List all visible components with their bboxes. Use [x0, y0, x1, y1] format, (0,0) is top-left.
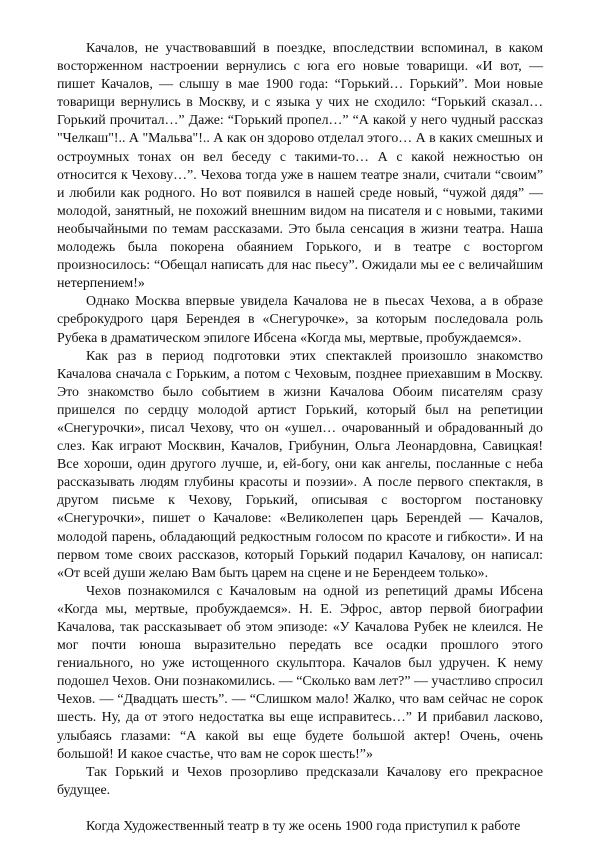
paragraph-chekhov-gorky-acquaintance: Как раз в период подготовки этих спектаклей произошло знакомство Качалова сначала с Горьким, а потом с Чеховым, позднее приехавшим в Москву. Это знакомство было событием в жизни Качалова Обоим писателям сразу пришелся по сердцу молодой артист Горький, который был на репетиции «Снегурочки», писал Чехову, что он «ушел… очарованный и обрадованный до слез. Как играют Москвин, Качалов, Грибунин, Ольга Леонардовна, Савицкая! Все хороши, один другого лучше, и, ей-богу, они как ангелы, посланные с неба рассказывать людям глубины красоты и поэзии». А после первого спектакля, в другом письме к Чехову, Горький, описывая с восторгом постановку «Снегурочки», пишет о Качалове: «Великолепен царь Берендей — Качалов, молодой парень, обладающий редкостным голосом по красоте и гибкости». И на первом томе своих рассказов, который Горький подарил Качалову, он написал: «От всей души желаю Вам быть царем на сцене и не Берендеем только». — [57, 348, 543, 581]
paragraph-kachalov-memoir: Качалов, не участвовавший в поездке, впоследствии вспоминал, в каком восторженном настроении вернулись с юга его новые товарищи. «И вот, — пишет Качалов, — слышу в мае 1900 года: “Горький… Горький”. Мои новые товарищи вернулись в Москву, и с языка у чих не сходило: “Горький сказал… Горький прочитал…” Даже: “Горький пропел…” “А какой у него чудный рассказ "Челкаш"!.. А "Мальва"!.. А как он здорово отделал этого… А в каких смешных и остроумных тонах он вел беседу с такими-то… А с какой нежностью он относится к Чехову…”. Чехова тогда уже в нашем театре знали, считали “своим” и любили как родного. Но вот появился в нашей среде новый, “чужой дядя” — молодой, занятный, не похожий внешним видом на писателя и с новыми, такими необычайными по темам рассказами. Это была сенсация в жизни театра. Наша молодежь была покорена обаянием Горького, и в театре с восторгом произносилось: “Обещал написать для нас пьесу”. Ожидали мы ее с величайшим нетерпением!» — [57, 41, 543, 292]
paragraph-snegurochka-debut: Однако Москва впервые увидела Качалова не в пьесах Чехова, а в образе среброкудрого царя Берендея в «Снегурочке», за которым последовала роль Рубека в драматическом эпилоге Ибсена «Когда мы, мертвые, пробуждаемся». — [57, 294, 543, 346]
paragraph-chekhov-meeting: Чехов познакомился с Качаловым на одной из репетиций драмы Ибсена «Когда мы, мертвые, пробуждаемся». Н. Е. Эфрос, автор первой биографии Качалова, так рассказывает об этом эпизоде: «У Качалова Рубек не клеился. Не мог почти юноша выразительно передать все осадки прошлого этого гениального, но уже истощенного скульптора. Качалов был удручен. К нему подошел Чехов. Они познакомились. — “Сколько вам лет?” — участливо спросил Чехов. — “Двадцать шесть”. — “Слишком мало! Жалко, что вам сейчас не сорок шесть. Ну, да от этого недостатка вы еще исправитесь…” И прибавил ласково, улыбаясь глазами: “А какой вы еще будете большой актер! Очень, очень большой! И какое счастье, что вам не сорок шесть!”» — [57, 583, 543, 762]
document-page — [57, 40, 543, 836]
paragraph-art-theatre: Когда Художественный театр в ту же осень 1900 года приступил к работе — [86, 818, 521, 834]
paragraph-prediction: Так Горький и Чехов прозорливо предсказали Качалову его прекрасное будущее. — [57, 764, 543, 798]
